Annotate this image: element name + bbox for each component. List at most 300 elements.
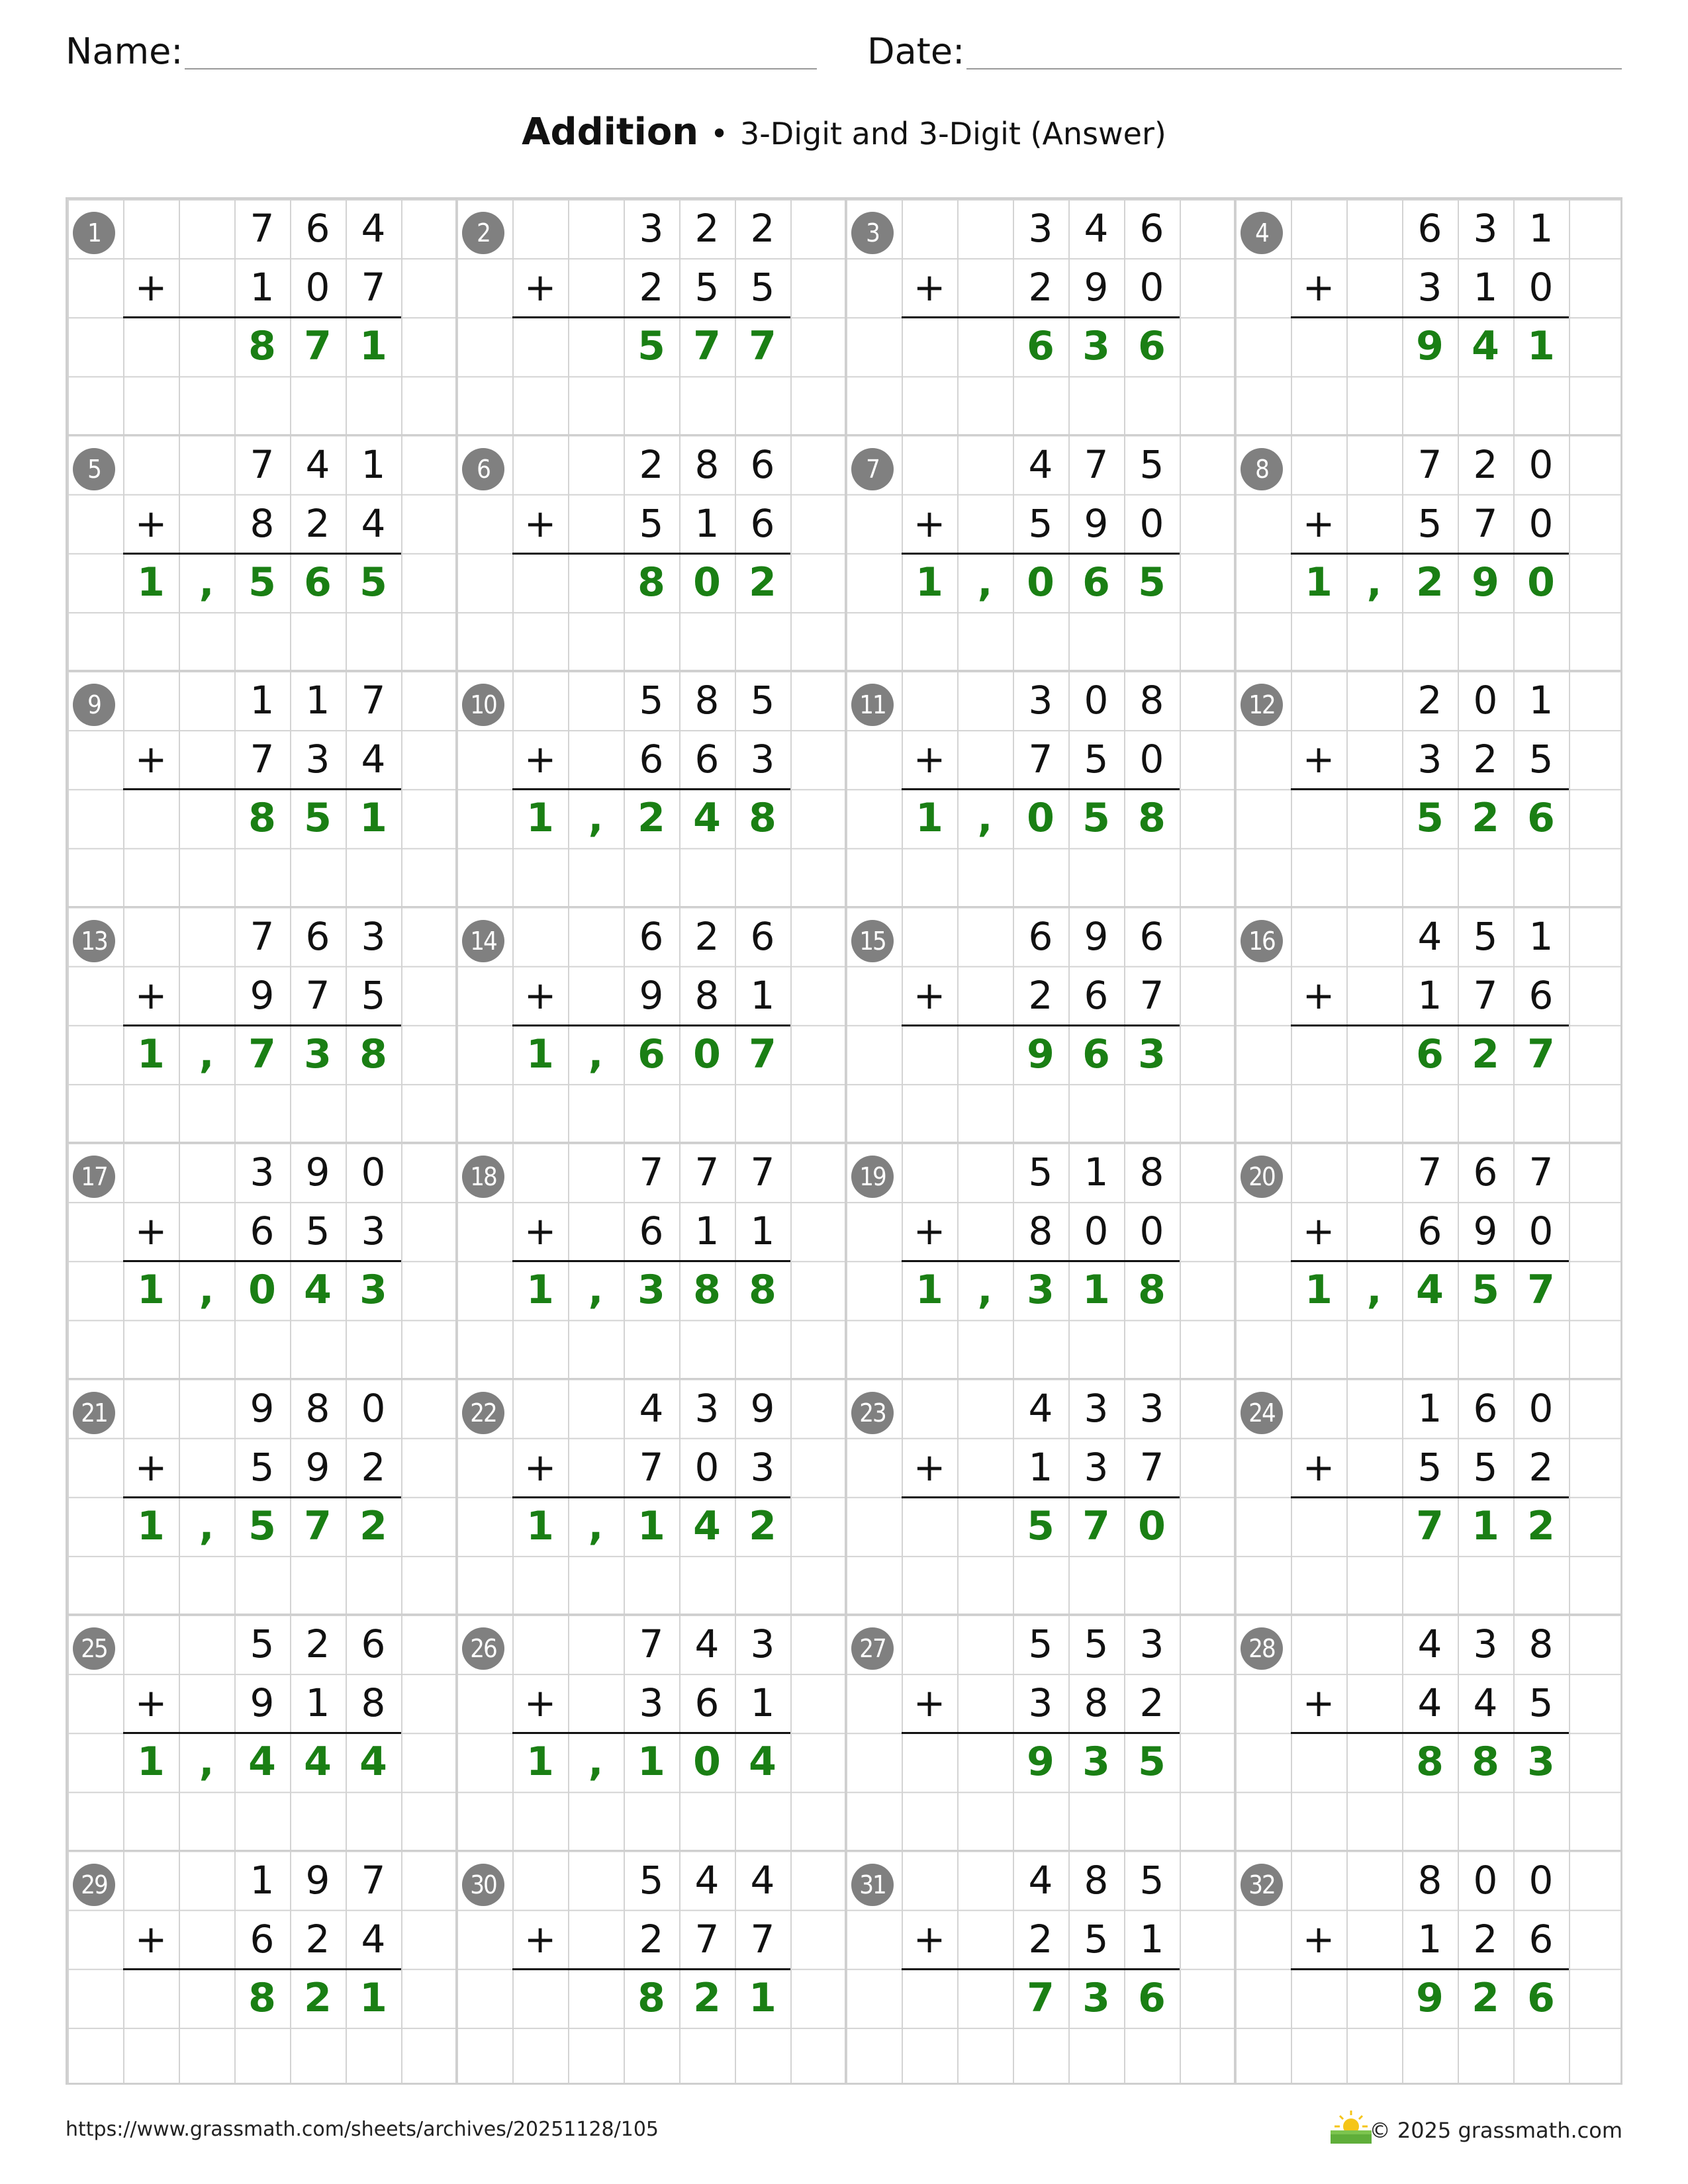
addend-bottom-row [457,1674,846,1733]
answer-digit: 9 [1027,1739,1055,1786]
problem-number-badge: 3 [851,212,894,254]
addend-bottom-digit: 4 [1473,1680,1498,1726]
plus-sign: + [913,972,946,1018]
addend-bottom-digit: 7 [1473,500,1498,546]
plus-sign: + [913,1916,946,1962]
addend-top-digit: 7 [694,1150,720,1195]
addend-top-row [1235,1379,1624,1438]
plus-sign: + [524,1208,557,1254]
problem-number-badge: 16 [1241,920,1283,962]
addend-bottom-digit: 6 [250,1916,275,1962]
title-main: Addition [522,111,699,154]
addend-bottom-digit: 3 [750,1444,775,1490]
answer-digit: 6 [1082,1030,1110,1077]
answer-digit: 2 [749,1502,776,1549]
addend-bottom-digit: 1 [750,1208,775,1254]
addend-top-digit: 5 [250,1621,275,1666]
plus-sign: + [1302,1916,1335,1962]
addend-top-digit: 7 [1528,1150,1554,1195]
addend-top-digit: 4 [1084,206,1109,251]
addend-bottom-row [846,966,1235,1025]
addend-top-row [457,199,846,258]
addend-bottom-digit: 5 [694,265,720,310]
addend-top-digit: 6 [1473,1385,1498,1431]
addend-bottom-digit: 9 [1473,1208,1498,1254]
addend-bottom-row [1235,1910,1624,1969]
addend-bottom-digit: 7 [694,1916,720,1962]
thousands-comma: , [588,1267,604,1314]
addend-top-row [846,1143,1235,1202]
worksheet-title [0,106,1688,160]
problem-11 [846,671,1235,907]
addend-bottom-digit: 4 [361,1916,386,1962]
addend-top-digit: 4 [361,206,386,251]
problem-number-badge: 14 [462,920,504,962]
addend-top-digit: 1 [1528,206,1554,251]
addend-top-row [846,199,1235,258]
problem-number-badge: 30 [462,1864,504,1906]
addend-top-row [846,1615,1235,1674]
problem-number-badge: 32 [1241,1864,1283,1906]
addend-top-digit: 5 [1028,1621,1053,1666]
addend-bottom-digit: 2 [639,265,664,310]
problem-number-badge: 24 [1241,1392,1283,1434]
addend-top-digit: 4 [639,1385,664,1431]
answer-digit: 2 [637,795,665,842]
addend-top-digit: 6 [1139,913,1164,959]
answer-row [68,1261,457,1320]
answer-digit: 6 [304,559,332,606]
title-sub: 3-Digit and 3-Digit (Answer) [739,116,1166,152]
problem-number-badge: 26 [462,1627,504,1670]
title-bullet: • [710,116,729,152]
addend-bottom-digit: 5 [305,1208,330,1254]
addend-top-digit: 4 [1028,1857,1053,1903]
answer-digit: 5 [359,559,387,606]
problem-9 [68,671,457,907]
answer-digit: 6 [1082,559,1110,606]
plus-sign: + [134,265,167,310]
addend-bottom-digit: 5 [1084,1916,1109,1962]
answer-digit: 3 [1527,1739,1555,1786]
addend-bottom-digit: 6 [250,1208,275,1254]
addend-top-digit: 6 [305,913,330,959]
addend-bottom-digit: 5 [639,500,664,546]
addend-bottom-digit: 0 [1528,265,1554,310]
addend-bottom-row [846,1438,1235,1497]
answer-digit: 1 [359,795,387,842]
addend-bottom-digit: 6 [1528,972,1554,1018]
answer-row [846,1733,1235,1792]
plus-sign: + [134,972,167,1018]
answer-digit: 8 [248,1974,276,2021]
addend-top-digit: 1 [305,678,330,723]
addend-top-digit: 5 [639,678,664,723]
thousands-comma: , [199,1739,214,1786]
problem-number-badge: 9 [73,684,115,726]
addend-top-digit: 5 [1473,913,1498,959]
addend-bottom-digit: 2 [1028,1916,1053,1962]
addend-bottom-digit: 7 [750,1916,775,1962]
addend-top-digit: 6 [639,913,664,959]
addend-top-row [846,435,1235,494]
answer-row [846,553,1235,612]
addend-top-digit: 8 [1084,1857,1109,1903]
problem-number-badge: 15 [851,920,894,962]
answer-digit: 0 [693,559,721,606]
addend-top-digit: 3 [1139,1385,1164,1431]
addend-bottom-row [457,1438,846,1497]
addend-bottom-digit: 5 [1417,1444,1442,1490]
addend-top-digit: 3 [694,1385,720,1431]
answer-digit: 4 [304,1267,332,1314]
addend-top-digit: 6 [1473,1150,1498,1195]
problem-10 [457,671,846,907]
answer-digit: 1 [1305,1267,1333,1314]
addend-top-digit: 3 [1139,1621,1164,1666]
addend-bottom-digit: 2 [305,500,330,546]
answer-row [1235,1261,1624,1320]
answer-digit: 5 [1027,1502,1055,1549]
answer-digit: 0 [693,1030,721,1077]
answer-digit: 5 [1138,559,1166,606]
addend-bottom-row [1235,258,1624,317]
addend-bottom-row [846,1202,1235,1261]
addend-bottom-digit: 5 [250,1444,275,1490]
addend-bottom-digit: 1 [1139,1916,1164,1962]
answer-row [68,317,457,376]
problem-number-badge: 20 [1241,1156,1283,1198]
addend-bottom-digit: 7 [639,1444,664,1490]
addend-bottom-digit: 1 [750,972,775,1018]
answer-digit: 0 [1138,1502,1166,1549]
addend-top-digit: 7 [1417,441,1442,487]
addend-top-digit: 3 [639,206,664,251]
answer-row [846,789,1235,848]
answer-row [68,553,457,612]
answer-row [846,317,1235,376]
problem-number-badge: 17 [73,1156,115,1198]
addend-bottom-digit: 3 [639,1680,664,1726]
answer-row [1235,1025,1624,1084]
answer-digit: 1 [1082,1267,1110,1314]
addend-top-digit: 7 [361,1857,386,1903]
problem-number-badge: 7 [851,448,894,490]
problem-7 [846,435,1235,672]
thousands-comma: , [199,1030,214,1077]
answer-digit: 3 [1027,1267,1055,1314]
addend-top-digit: 8 [1139,678,1164,723]
addend-bottom-digit: 9 [250,1680,275,1726]
addend-bottom-digit: 2 [639,1916,664,1962]
answer-digit: 8 [749,795,776,842]
problem-8 [1235,435,1624,672]
answer-digit: 1 [637,1502,665,1549]
answer-digit: 5 [1082,795,1110,842]
answer-digit: 8 [1416,1739,1444,1786]
addend-bottom-digit: 0 [1084,1208,1109,1254]
addend-top-row [457,1143,846,1202]
addend-top-digit: 2 [1417,678,1442,723]
answer-row [457,1497,846,1556]
addend-bottom-row [68,494,457,553]
addend-top-digit: 2 [1473,441,1498,487]
addend-top-row [457,1379,846,1438]
answer-digit: 1 [137,1502,165,1549]
problem-number-badge: 2 [462,212,504,254]
addend-bottom-digit: 4 [1417,1680,1442,1726]
answer-digit: 4 [1416,1267,1444,1314]
addend-bottom-digit: 7 [361,265,386,310]
addend-top-digit: 0 [1528,1385,1554,1431]
answer-row [457,1025,846,1084]
addend-top-digit: 0 [1084,678,1109,723]
addend-top-digit: 4 [694,1621,720,1666]
answer-digit: 1 [1305,559,1333,606]
addend-top-row [68,1379,457,1438]
addend-top-digit: 7 [750,1150,775,1195]
addend-bottom-row [68,730,457,789]
answer-digit: 2 [1472,795,1499,842]
answer-digit: 7 [248,1030,276,1077]
date-field [867,0,1622,72]
problem-grid [66,197,1622,2085]
addend-top-digit: 1 [250,678,275,723]
problem-number-badge: 11 [851,684,894,726]
addend-top-digit: 3 [1473,206,1498,251]
addend-top-row [68,1615,457,1674]
thousands-comma: , [977,795,993,842]
answer-row [1235,1733,1624,1792]
addend-top-digit: 3 [361,913,386,959]
addend-top-digit: 0 [1473,1857,1498,1903]
addend-top-digit: 7 [1084,441,1109,487]
addend-top-digit: 7 [639,1621,664,1666]
addend-bottom-digit: 3 [361,1208,386,1254]
answer-digit: 3 [1138,1030,1166,1077]
addend-bottom-row [68,1674,457,1733]
answer-digit: 6 [1027,323,1055,370]
answer-digit: 1 [915,1267,943,1314]
addend-bottom-digit: 6 [1084,972,1109,1018]
problem-25 [68,1615,457,1851]
answer-row [68,1733,457,1792]
answer-digit: 4 [304,1739,332,1786]
answer-digit: 1 [1472,1502,1499,1549]
plus-sign: + [134,737,167,782]
name-field [66,0,817,72]
addend-top-digit: 9 [305,1150,330,1195]
addend-top-digit: 4 [1028,1385,1053,1431]
answer-row [1235,1497,1624,1556]
problem-number-badge: 10 [462,684,504,726]
addend-bottom-digit: 0 [1528,1208,1554,1254]
addend-top-row [846,1379,1235,1438]
addend-top-row [1235,1851,1624,1910]
answer-digit: 6 [1527,1974,1555,2021]
addend-bottom-digit: 2 [1528,1444,1554,1490]
answer-digit: 1 [359,1974,387,2021]
plus-sign: + [913,1208,946,1254]
answer-row [457,1969,846,2028]
plus-sign: + [524,265,557,310]
answer-digit: 8 [248,795,276,842]
addend-bottom-digit: 3 [1417,737,1442,782]
addend-bottom-digit: 6 [639,737,664,782]
problem-29 [68,1851,457,2087]
plus-sign: + [1302,737,1335,782]
answer-digit: 3 [359,1267,387,1314]
addend-top-digit: 1 [361,441,386,487]
answer-row [68,1025,457,1084]
addend-top-row [68,1143,457,1202]
plus-sign: + [524,1444,557,1490]
addend-bottom-digit: 0 [1528,500,1554,546]
addend-bottom-digit: 7 [1473,972,1498,1018]
addend-top-row [68,199,457,258]
addend-bottom-digit: 5 [361,972,386,1018]
addend-top-digit: 2 [750,206,775,251]
plus-sign: + [913,265,946,310]
addend-top-row [457,907,846,966]
answer-digit: 1 [137,559,165,606]
addend-top-digit: 2 [639,441,664,487]
answer-row [846,1969,1235,2028]
answer-digit: 9 [1416,1974,1444,2021]
addend-bottom-row [1235,966,1624,1025]
answer-row [457,1261,846,1320]
problem-number-badge: 25 [73,1627,115,1670]
addend-bottom-digit: 2 [1473,737,1498,782]
addend-top-digit: 6 [750,441,775,487]
plus-sign: + [913,737,946,782]
addend-bottom-digit: 0 [1139,737,1164,782]
addend-top-digit: 8 [1417,1857,1442,1903]
answer-digit: 7 [304,1502,332,1549]
answer-digit: 5 [1416,795,1444,842]
addend-bottom-digit: 6 [750,500,775,546]
addend-top-digit: 5 [1139,1857,1164,1903]
answer-digit: 2 [304,1974,332,2021]
addend-top-digit: 8 [1139,1150,1164,1195]
answer-digit: 7 [693,323,721,370]
plus-sign: + [524,737,557,782]
answer-digit: 0 [248,1267,276,1314]
addend-bottom-row [1235,1674,1624,1733]
addend-top-row [1235,199,1624,258]
answer-digit: 4 [248,1739,276,1786]
addend-bottom-digit: 7 [1139,1444,1164,1490]
answer-digit: 1 [637,1739,665,1786]
answer-digit: 0 [1027,795,1055,842]
addend-bottom-row [68,1438,457,1497]
plus-sign: + [1302,1680,1335,1726]
addend-top-digit: 0 [361,1385,386,1431]
answer-digit: 6 [1527,795,1555,842]
addend-top-digit: 6 [750,913,775,959]
addend-top-digit: 7 [250,206,275,251]
plus-sign: + [524,972,557,1018]
addend-top-digit: 4 [305,441,330,487]
addend-bottom-digit: 2 [1473,1916,1498,1962]
addend-top-row [68,671,457,730]
addend-bottom-row [846,1910,1235,1969]
addend-top-row [1235,1615,1624,1674]
plus-sign: + [1302,972,1335,1018]
addend-top-digit: 5 [750,678,775,723]
addend-bottom-digit: 4 [361,737,386,782]
addend-top-digit: 2 [694,913,720,959]
addend-bottom-digit: 5 [1528,1680,1554,1726]
addend-top-row [1235,671,1624,730]
problem-number-badge: 18 [462,1156,504,1198]
addend-top-digit: 3 [250,1150,275,1195]
name-line [185,68,817,69]
answer-digit: 7 [749,1030,776,1077]
addend-bottom-digit: 7 [1028,737,1053,782]
answer-row [1235,317,1624,376]
answer-digit: 3 [1082,1974,1110,2021]
addend-top-digit: 6 [305,206,330,251]
answer-digit: 8 [1138,1267,1166,1314]
answer-digit: 2 [749,559,776,606]
addend-bottom-row [1235,494,1624,553]
addend-top-digit: 4 [1028,441,1053,487]
addend-bottom-row [457,730,846,789]
addend-top-digit: 7 [361,678,386,723]
problem-15 [846,907,1235,1144]
addend-bottom-digit: 3 [305,737,330,782]
problem-number-badge: 27 [851,1627,894,1670]
addend-bottom-row [457,258,846,317]
addend-bottom-digit: 0 [1139,500,1164,546]
addend-top-row [457,435,846,494]
addend-top-digit: 8 [1528,1621,1554,1666]
answer-row [1235,553,1624,612]
addend-top-digit: 0 [1528,1857,1554,1903]
addend-bottom-digit: 5 [1417,500,1442,546]
addend-bottom-digit: 2 [1028,265,1053,310]
addend-bottom-digit: 0 [1139,1208,1164,1254]
answer-digit: 6 [1138,323,1166,370]
answer-digit: 2 [1472,1974,1499,2021]
addend-bottom-digit: 6 [694,737,720,782]
addend-bottom-digit: 3 [1028,1680,1053,1726]
problem-16 [1235,907,1624,1144]
answer-row [457,553,846,612]
answer-row [846,1261,1235,1320]
addend-bottom-row [846,494,1235,553]
addend-bottom-digit: 8 [250,500,275,546]
addend-bottom-digit: 5 [750,265,775,310]
problem-number-badge: 6 [462,448,504,490]
addend-top-row [457,671,846,730]
problem-32 [1235,1851,1624,2087]
plus-sign: + [134,1680,167,1726]
problem-1 [68,199,457,435]
plus-sign: + [524,1916,557,1962]
addend-bottom-digit: 6 [1528,1916,1554,1962]
addend-top-digit: 8 [694,441,720,487]
problem-number-badge: 31 [851,1864,894,1906]
thousands-comma: , [199,559,214,606]
answer-digit: 2 [693,1974,721,2021]
problem-5 [68,435,457,672]
problem-21 [68,1379,457,1615]
answer-digit: 6 [637,1030,665,1077]
problem-3 [846,199,1235,435]
addend-bottom-digit: 7 [250,737,275,782]
